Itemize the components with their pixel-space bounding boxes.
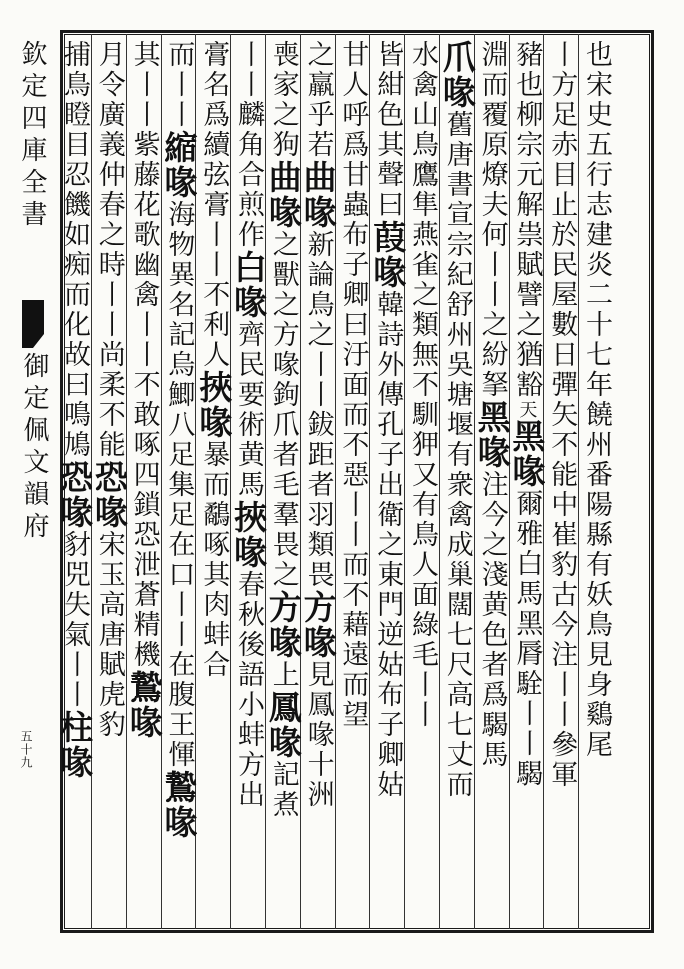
passage-text: 淵而覆原燎夫何丨丨之紛拏	[476, 40, 508, 400]
column-text	[265, 40, 301, 920]
passage-text: 韓詩外傳孔子出衛之東門逆姑布子卿姑	[372, 290, 404, 800]
book-title-box	[12, 352, 56, 548]
column-text	[543, 40, 579, 920]
text-column	[368, 40, 408, 920]
headword: 爪喙	[437, 40, 477, 110]
text-column	[194, 40, 234, 920]
column-text	[368, 40, 408, 920]
column-text	[56, 40, 92, 920]
text-column	[126, 40, 162, 920]
column-text	[230, 40, 266, 920]
headword: 恐喙	[89, 460, 129, 530]
passage-text: 膏名爲續弦膏丨丨不利人	[198, 40, 230, 370]
passage-text: 舊唐書宣宗紀舒州吳塘堰有衆禽成巢闊七尺高七丈而	[441, 110, 473, 800]
text-column	[159, 40, 199, 920]
text-column	[265, 40, 301, 920]
series-title: 欽定四庫全書	[17, 40, 47, 232]
passage-text: 之羸乎若	[302, 40, 334, 160]
text-column	[300, 40, 336, 920]
headword: 縮喙	[159, 130, 199, 200]
headword: 曲喙	[298, 160, 338, 230]
passage-text: 月令廣義仲春之時丨丨尚柔不能	[93, 40, 125, 460]
text-column	[474, 40, 510, 920]
column-text	[578, 40, 614, 920]
passage-text: 豬也柳宗元解祟賦譬之猶豁	[511, 40, 543, 400]
passage-text: 水禽山鳥鷹隼燕雀之類無不馴狎又有鳥人面綠毛丨丨	[407, 40, 438, 730]
passage-text: 之獸之方喙鉤爪者毛羣畏之	[267, 230, 299, 590]
headword: 曲喙	[263, 160, 303, 230]
passage-text: 喪家之狗	[267, 40, 299, 160]
text-column	[439, 40, 475, 920]
text-column	[334, 40, 370, 920]
text-column	[91, 40, 127, 920]
passage-text: 海物異名記烏鯽八足集足在口丨丨在腹王惲	[163, 200, 195, 770]
passage-text: 而丨丨	[163, 40, 195, 130]
passage-text: 捕鳥瞪目忍饑如痴而化故曰鳴鳩	[59, 40, 90, 460]
headword: 方喙	[263, 590, 303, 660]
passage-text: 齊民要術黄馬	[233, 320, 264, 500]
passage-text: 也宋史五行志建炎二十七年饒州番陽縣有妖鳥見身鷄尾	[581, 40, 612, 760]
column-text	[300, 40, 336, 920]
text-column	[56, 40, 92, 920]
column-text	[507, 40, 547, 920]
headword: 鷙喙	[159, 770, 199, 840]
column-text	[439, 40, 475, 920]
passage-text: 丨方足赤目止於民屋數日彈矢不能中崔豹古今注丨丨參軍	[546, 40, 578, 790]
passage-text: 注今之淺黄色者爲騔馬	[476, 470, 508, 770]
headword: 白喙	[229, 250, 268, 320]
passage-text: 上	[267, 660, 299, 690]
passage-text: 見鳳喙十洲	[302, 660, 334, 810]
fish-tail-mark	[22, 300, 44, 334]
passage-text: 新論鳥之丨丨鈸距者羽類畏	[302, 230, 334, 590]
column-text	[404, 40, 440, 920]
page-number: 五十九	[19, 730, 33, 769]
book-title: 御定佩文韻府	[19, 352, 49, 544]
passage-text: 其丨丨紫藤花歌幽禽丨丨不敢啄四鎖恐泄蒼精機	[128, 40, 160, 670]
headword: 鳳喙	[263, 690, 303, 760]
text-column	[543, 40, 579, 920]
passage-text: 春秋後語小蚌方出	[233, 570, 264, 810]
column-text	[91, 40, 127, 920]
passage-text: 記煮	[267, 760, 299, 820]
headword: 柱喙	[55, 710, 94, 780]
passage-text: 豺兕失氣丨丨	[59, 530, 90, 710]
fish-tail-wedge	[22, 334, 44, 348]
passage-text: 丨丨麟角合煎作	[233, 40, 264, 250]
passage-text: 爾雅白馬黑脣駩丨丨騔	[511, 489, 543, 789]
headword: 挾喙	[229, 500, 268, 570]
column-text	[159, 40, 199, 920]
column-text	[126, 40, 162, 920]
passage-text: 宋玉高唐賦虎豹	[93, 530, 125, 740]
text-column	[578, 40, 614, 920]
passage-text: 天	[516, 400, 538, 419]
headword: 恐喙	[55, 460, 94, 530]
headword: 黑喙	[507, 419, 547, 489]
passage-text: 皆紺色其聲曰	[372, 40, 404, 220]
column-text	[334, 40, 370, 920]
headword: 鷙喙	[124, 670, 164, 740]
text-column	[507, 40, 547, 920]
text-column	[230, 40, 266, 920]
column-text	[474, 40, 510, 920]
column-text	[194, 40, 234, 920]
headword: 黑喙	[472, 400, 512, 470]
passage-text: 甘人呼爲甘蟲布子卿曰汙面而不惡丨丨而不藉遠而望	[337, 40, 369, 730]
passage-text: 暴而鷸啄其肉蚌合	[198, 440, 230, 680]
headword: 挾喙	[194, 370, 234, 440]
headword: 葭喙	[368, 220, 408, 290]
text-column	[404, 40, 440, 920]
headword: 方喙	[298, 590, 338, 660]
